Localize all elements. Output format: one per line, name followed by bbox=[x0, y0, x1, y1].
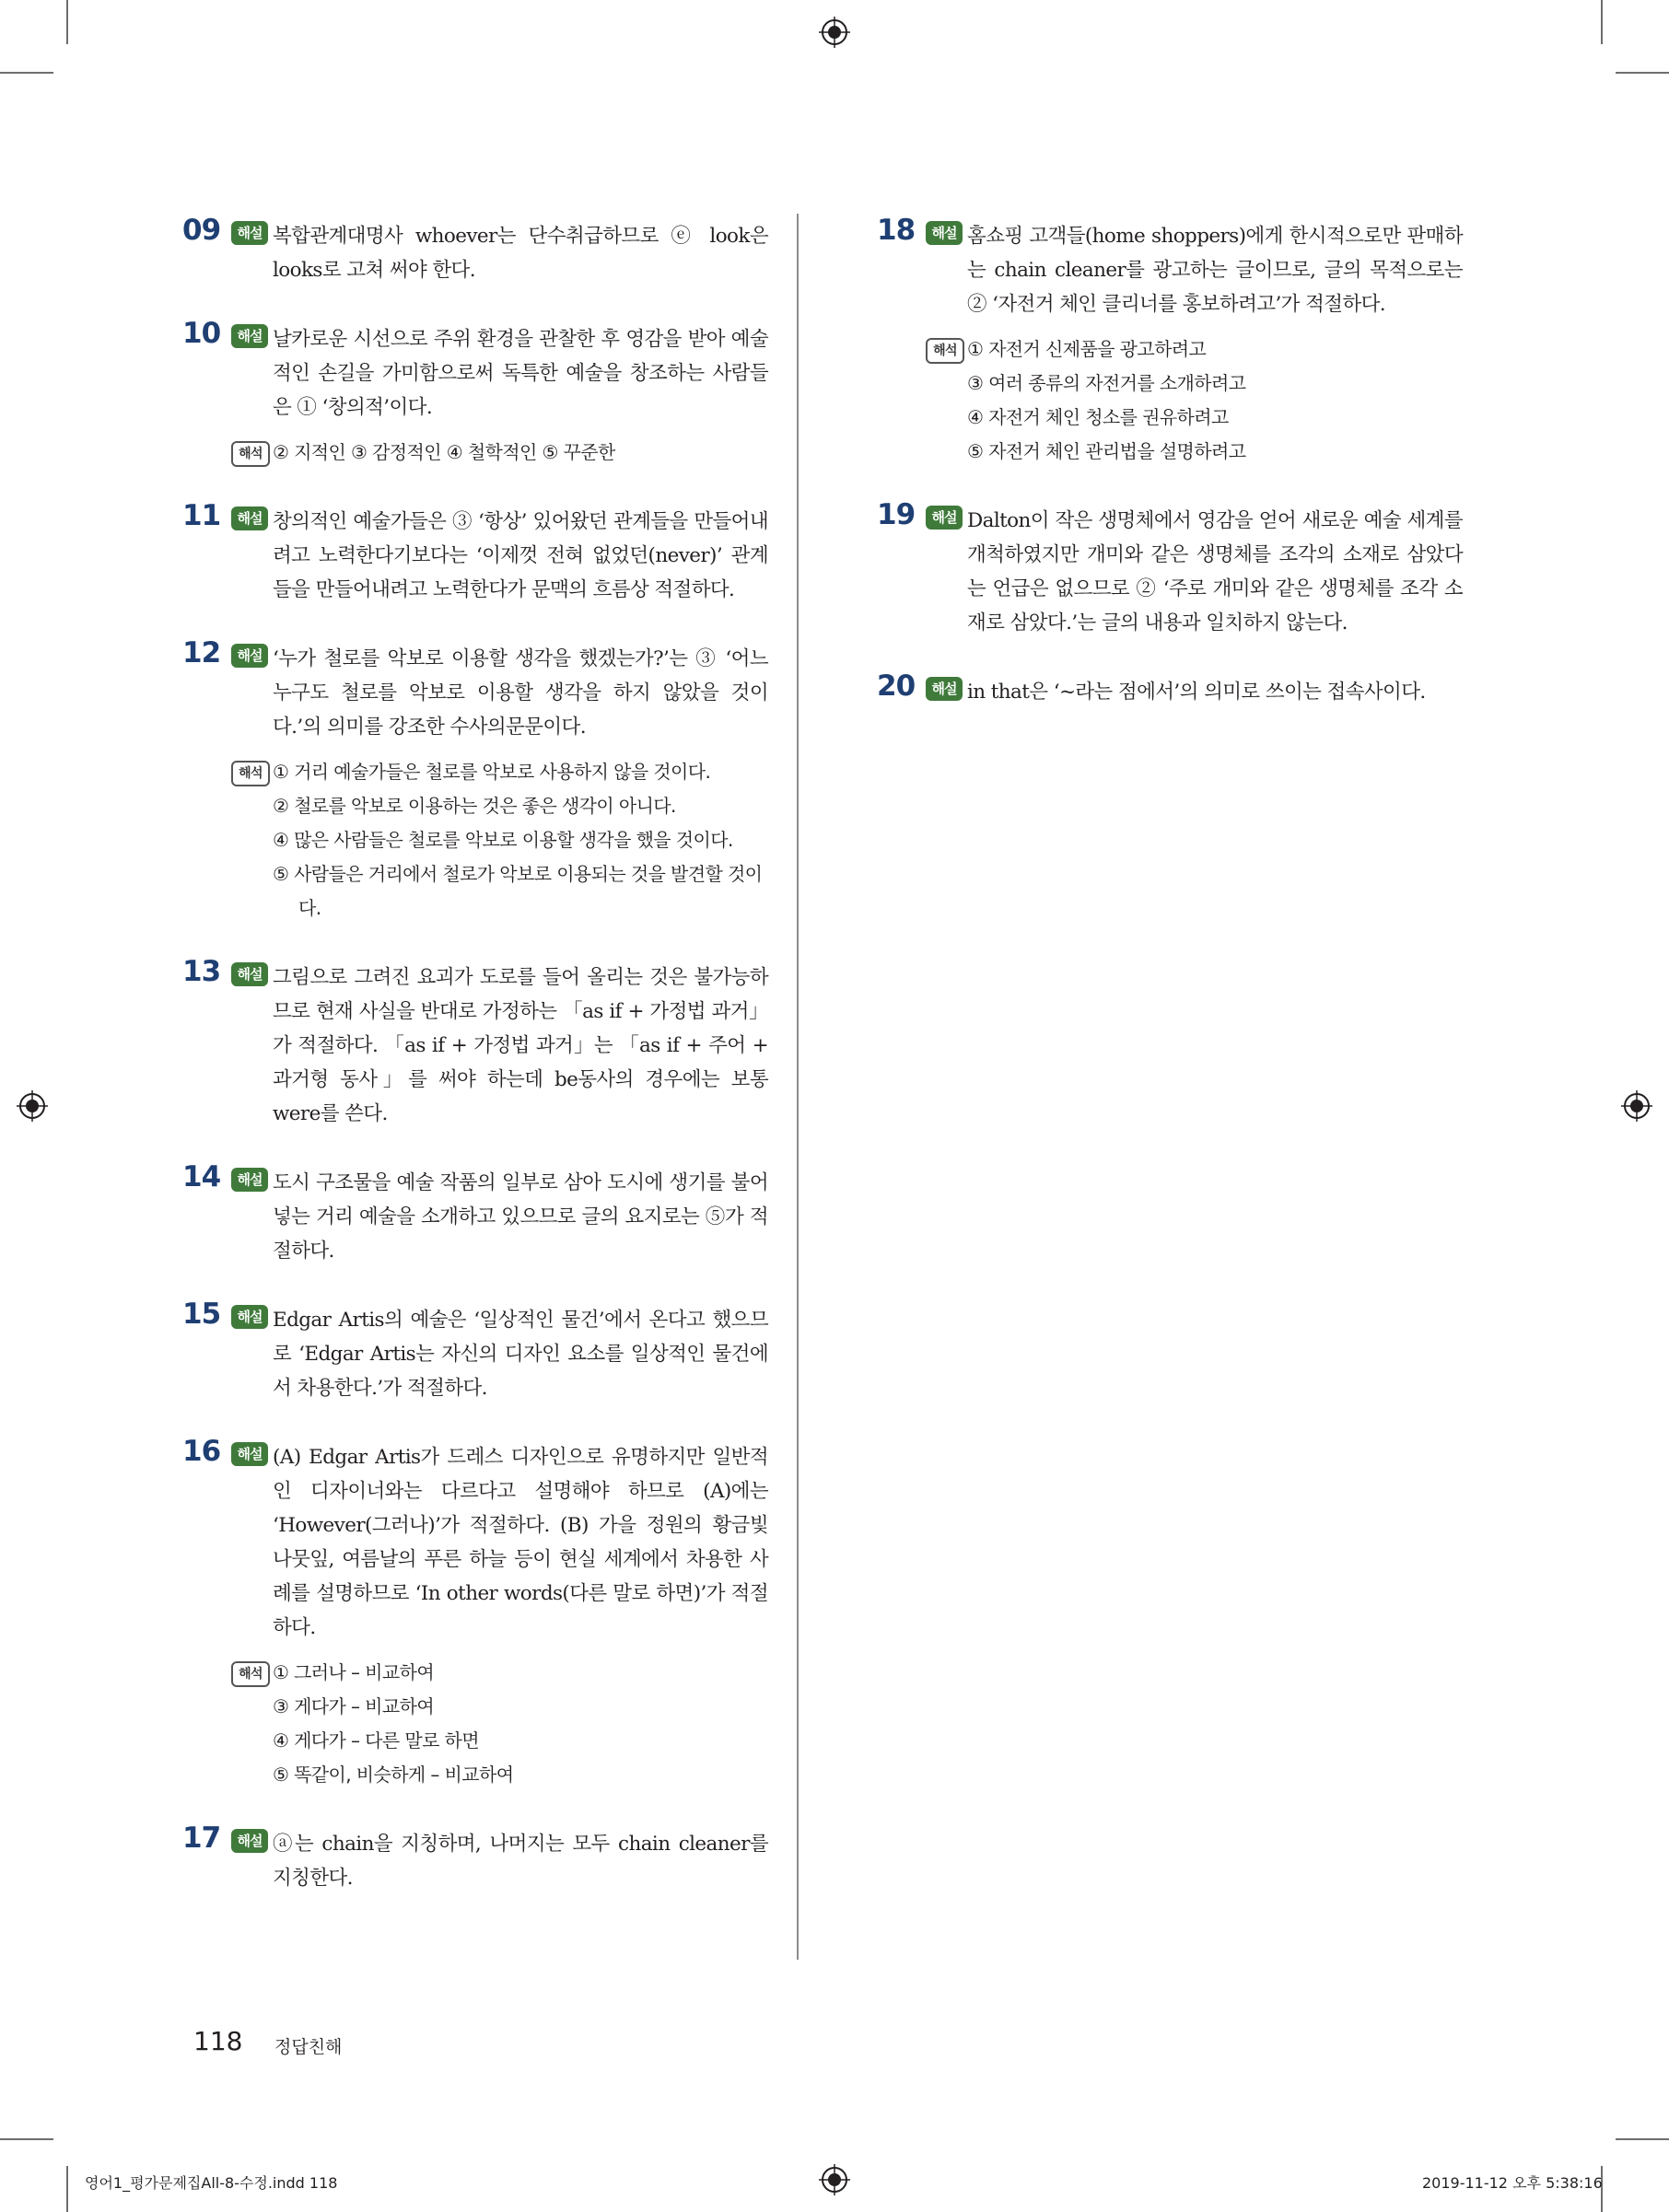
question-number: 13 bbox=[182, 955, 221, 988]
slug-file: 영어1_평가문제집All-8-수정.indd 118 bbox=[85, 2174, 338, 2192]
question-number: 16 bbox=[182, 1435, 221, 1468]
translation-option: ⑤ 사람들은 거리에서 철로가 악보로 이용되는 것을 발견할 것이다. bbox=[273, 863, 763, 919]
question-item bbox=[182, 499, 768, 607]
explanation-text: in that은 ‘~라는 점에서’의 의미로 쓰이는 접속사이다. bbox=[967, 681, 1426, 704]
right-column bbox=[877, 214, 1463, 744]
question-item bbox=[182, 955, 768, 1131]
registration-mark-icon bbox=[1621, 1090, 1652, 1122]
question-number: 20 bbox=[877, 669, 916, 703]
explanation-badge: 해설 bbox=[926, 221, 963, 245]
translation-options bbox=[182, 755, 768, 926]
column-divider bbox=[797, 214, 799, 1960]
explanation-badge: 해설 bbox=[231, 962, 268, 986]
left-column bbox=[182, 214, 768, 1930]
explanation-badge: 해설 bbox=[231, 1168, 268, 1192]
question-item bbox=[182, 636, 768, 926]
translation-option: ⑤ 자전거 체인 관리법을 설명하려고 bbox=[967, 440, 1246, 462]
question-item bbox=[877, 498, 1463, 640]
translation-option: ⑤ 똑같이, 비슷하게 – 비교하여 bbox=[273, 1764, 514, 1786]
explanation-badge: 해설 bbox=[231, 1305, 268, 1329]
question-number: 12 bbox=[182, 636, 221, 669]
explanation-badge: 해설 bbox=[231, 506, 268, 530]
question-item bbox=[182, 1435, 768, 1792]
question-number: 19 bbox=[877, 498, 916, 531]
question-number: 14 bbox=[182, 1160, 221, 1193]
translation-option: ① 거리 예술가들은 철로를 악보로 사용하지 않을 것이다. bbox=[273, 761, 711, 783]
translation-option: ③ 게다가 – 비교하여 bbox=[273, 1695, 435, 1717]
explanation-text: ⓐ는 chain을 지칭하며, 나머지는 모두 chain cleaner를 지칭한다. bbox=[273, 1833, 768, 1890]
question-item bbox=[182, 1298, 768, 1405]
question-number: 18 bbox=[877, 214, 916, 247]
section-title: 정답친해 bbox=[274, 2037, 343, 2057]
explanation-text: Dalton이 작은 생명체에서 영감을 얻어 새로운 예술 세계를 개척하였지만 개미와 같은 생명체를 조각의 소재로 삼았다는 언급은 없으므로 ② ‘주로 개미와 같은 생명체를 조각 소재로 삼았다.’는 글의 내용과 일치하지 않는다. bbox=[967, 509, 1463, 634]
explanation-badge: 해설 bbox=[231, 324, 268, 348]
explanation-text: 날카로운 시선으로 주위 환경을 관찰한 후 영감을 받아 예술적인 손길을 가미함으로써 독특한 예술을 창조하는 사람들은 ① ‘창의적’이다. bbox=[273, 328, 768, 419]
crop-mark bbox=[0, 72, 53, 74]
translation-badge: 해석 bbox=[926, 338, 964, 364]
translation-option: ③ 여러 종류의 자전거를 소개하려고 bbox=[967, 372, 1246, 394]
question-number: 17 bbox=[182, 1822, 221, 1855]
crop-mark bbox=[66, 0, 68, 44]
page-number: 118 bbox=[193, 2026, 243, 2056]
explanation-badge: 해설 bbox=[231, 1442, 268, 1466]
translation-option: ④ 게다가 – 다른 말로 하면 bbox=[273, 1729, 479, 1752]
question-number: 11 bbox=[182, 499, 221, 532]
registration-mark-icon bbox=[17, 1090, 48, 1122]
question-item bbox=[182, 214, 768, 287]
explanation-text: ‘누가 철로를 악보로 이용할 생각을 했겠는가?’는 ③ ‘어느 누구도 철로를 악보로 이용할 생각을 하지 않았을 것이다.’의 의미를 강조한 수사의문문이다. bbox=[273, 647, 768, 739]
translation-option: ④ 많은 사람들은 철로를 악보로 이용할 생각을 했을 것이다. bbox=[273, 829, 733, 851]
registration-mark-icon bbox=[819, 2164, 850, 2195]
explanation-text: (A) Edgar Artis가 드레스 디자인으로 유명하지만 일반적인 디자이너와는 다르다고 설명해야 하므로 (A)에는 ‘However(그러나)’가 적절하다. (B) 가을 정원의 황금빛 나뭇잎, 여름날의 푸른 하늘 등이 현실 세계에서 차용한 사례를 설명하므로 ‘In other words(다른 말로 하면)’가 적절하다. bbox=[273, 1446, 768, 1639]
registration-mark-icon bbox=[819, 17, 850, 48]
explanation-text: Edgar Artis의 예술은 ‘일상적인 물건’에서 온다고 했으므로 ‘Edgar Artis는 자신의 디자인 요소를 일상적인 물건에서 차용한다.’가 적절하다. bbox=[273, 1309, 768, 1400]
translation-badge: 해석 bbox=[231, 441, 270, 467]
crop-mark bbox=[1601, 0, 1603, 44]
translation-option: ① 자전거 신제품을 광고하려고 bbox=[967, 338, 1207, 360]
explanation-text: 창의적인 예술가들은 ③ ‘항상’ 있어왔던 관계들을 만들어내려고 노력한다기보다는 ‘이제껏 전혀 없었던(never)’ 관계들을 만들어내려고 노력한다가 문맥의 흐름상 적절하다. bbox=[273, 510, 768, 601]
question-number: 09 bbox=[182, 214, 221, 247]
crop-mark bbox=[1616, 2138, 1669, 2140]
question-item bbox=[182, 317, 768, 470]
translation-option: ④ 자전거 체인 청소를 권유하려고 bbox=[967, 406, 1229, 428]
translation-badge: 해석 bbox=[231, 1661, 270, 1687]
explanation-badge: 해설 bbox=[231, 1829, 268, 1853]
translation-options bbox=[877, 332, 1463, 469]
question-item bbox=[182, 1822, 768, 1895]
question-item bbox=[182, 1160, 768, 1268]
translation-option: ② 철로를 악보로 이용하는 것은 좋은 생각이 아니다. bbox=[273, 795, 676, 817]
question-item bbox=[877, 214, 1463, 469]
crop-mark bbox=[0, 2138, 53, 2140]
explanation-text: 복합관계대명사 whoever는 단수취급하므로 ⓔ look은 looks로 고쳐 써야 한다. bbox=[273, 225, 768, 282]
question-number: 10 bbox=[182, 317, 221, 350]
explanation-badge: 해설 bbox=[231, 644, 268, 668]
crop-mark bbox=[66, 2166, 68, 2212]
slug-datetime: 2019-11-12 오후 5:38:16 bbox=[1422, 2174, 1603, 2192]
explanation-text: 그림으로 그려진 요괴가 도로를 들어 올리는 것은 불가능하므로 현재 사실을 반대로 가정하는 「as if + 가정법 과거」가 적절하다. 「as if + 가정법 과거」는 「as if + 주어 + 과거형 동사」를 써야 하는데 be동사의 경우에는 보통 were를 쓴다. bbox=[273, 966, 768, 1125]
explanation-text: 도시 구조물을 예술 작품의 일부로 삼아 도시에 생기를 불어넣는 거리 예술을 소개하고 있으므로 글의 요지로는 ⑤가 적절하다. bbox=[273, 1171, 768, 1263]
explanation-badge: 해설 bbox=[926, 506, 963, 530]
translation-badge: 해석 bbox=[231, 761, 270, 786]
translation-option: ② 지적인 ③ 감정적인 ④ 철학적인 ⑤ 꾸준한 bbox=[273, 441, 615, 463]
explanation-badge: 해설 bbox=[231, 221, 268, 245]
question-item bbox=[877, 669, 1463, 709]
explanation-text: 홈쇼핑 고객들(home shoppers)에게 한시적으로만 판매하는 chain cleaner를 광고하는 글이므로, 글의 목적으로는 ② ‘자전거 체인 클리너를 홍보하려고’가 적절하다. bbox=[967, 225, 1463, 316]
translation-options bbox=[182, 436, 768, 470]
translation-option: ① 그러나 – 비교하여 bbox=[273, 1661, 435, 1683]
explanation-badge: 해설 bbox=[926, 677, 963, 701]
translation-options bbox=[182, 1656, 768, 1792]
crop-mark bbox=[1616, 72, 1669, 74]
question-number: 15 bbox=[182, 1298, 221, 1331]
